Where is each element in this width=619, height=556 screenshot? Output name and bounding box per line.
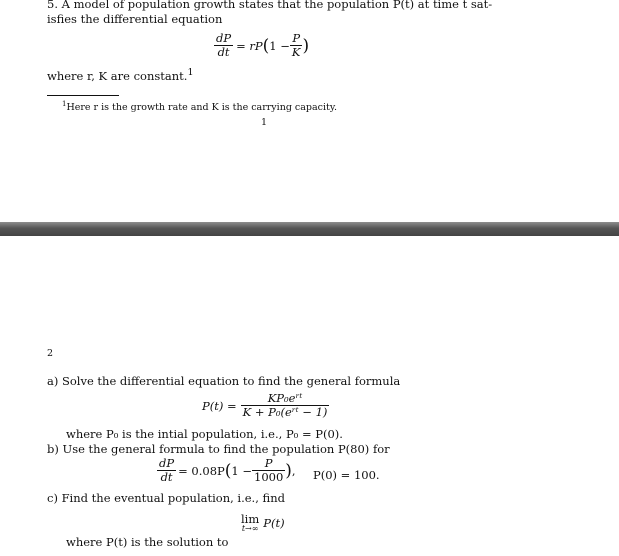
- page-2: [0, 236, 619, 556]
- formula-num: KP₀eʳᵗ: [241, 392, 330, 406]
- page-number-2: 2: [47, 348, 54, 359]
- ratio-num: P: [290, 32, 303, 46]
- b-derivative-fraction: [157, 457, 176, 484]
- page-separator: [0, 222, 619, 236]
- ratio-den: K: [291, 45, 301, 60]
- derivative-den: dt: [217, 45, 230, 60]
- solution-note: where P(t) is the solution to: [66, 535, 229, 549]
- page-1: [0, 0, 619, 222]
- problem-statement-cont: isfies the differential equation: [47, 12, 223, 26]
- formula-fraction: [241, 392, 330, 419]
- b-rhs: = 0.08P: [178, 463, 225, 478]
- b-ratio-num: P: [252, 457, 285, 471]
- footnote: [62, 100, 337, 113]
- lim-text: lim: [241, 512, 260, 526]
- footnote-mark: 1: [62, 100, 67, 108]
- formula-lhs: P(t) =: [202, 398, 237, 413]
- b-right-paren: ): [285, 460, 292, 481]
- b-derivative-den: dt: [160, 470, 173, 485]
- b-one-minus: 1 −: [231, 463, 252, 478]
- part-b: b) Use the general formula to find the population P(80) for: [47, 442, 390, 456]
- equation-rhs: = rP: [236, 38, 263, 53]
- page-number-1: 1: [261, 117, 268, 128]
- part-a: a) Solve the differential equation to find the general formula: [47, 374, 401, 388]
- logistic-equation: [214, 32, 309, 59]
- footnote-ref: 1: [187, 67, 194, 78]
- b-left-paren: (: [224, 460, 232, 481]
- derivative-fraction: [214, 32, 233, 59]
- footnote-rule: [47, 95, 119, 96]
- initial-population-note: where P₀ is the intial population, i.e., P₀ = P(0).: [66, 427, 343, 441]
- part-c: c) Find the eventual population, i.e., find: [47, 491, 285, 505]
- formula-den: K + P₀(eʳᵗ − 1): [242, 405, 328, 420]
- left-paren: (: [262, 35, 270, 56]
- footnote-text: Here r is the growth rate and K is the carrying capacity.: [66, 102, 337, 114]
- b-derivative-num: dP: [159, 456, 175, 470]
- specific-equation: [157, 457, 296, 484]
- one-minus: 1 −: [269, 38, 290, 53]
- problem-statement: 5. A model of population growth states that the population P(t) at time t sat-: [47, 0, 493, 11]
- limit-expression: [241, 512, 285, 533]
- initial-condition: P(0) = 100.: [313, 468, 380, 482]
- b-ratio-fraction: [252, 457, 285, 484]
- where-text: where r, K are constant.: [47, 68, 188, 83]
- limit-function: P(t): [263, 515, 285, 530]
- right-paren: ): [302, 35, 310, 56]
- where-constants: [47, 67, 194, 83]
- limit-operator: [241, 512, 259, 533]
- b-ratio-den: 1000: [254, 470, 284, 485]
- general-formula: [202, 392, 329, 419]
- derivative-num: dP: [216, 31, 232, 45]
- b-comma: ,: [291, 463, 296, 478]
- lim-subscript: t→∞: [241, 524, 259, 533]
- ratio-fraction: [290, 32, 303, 59]
